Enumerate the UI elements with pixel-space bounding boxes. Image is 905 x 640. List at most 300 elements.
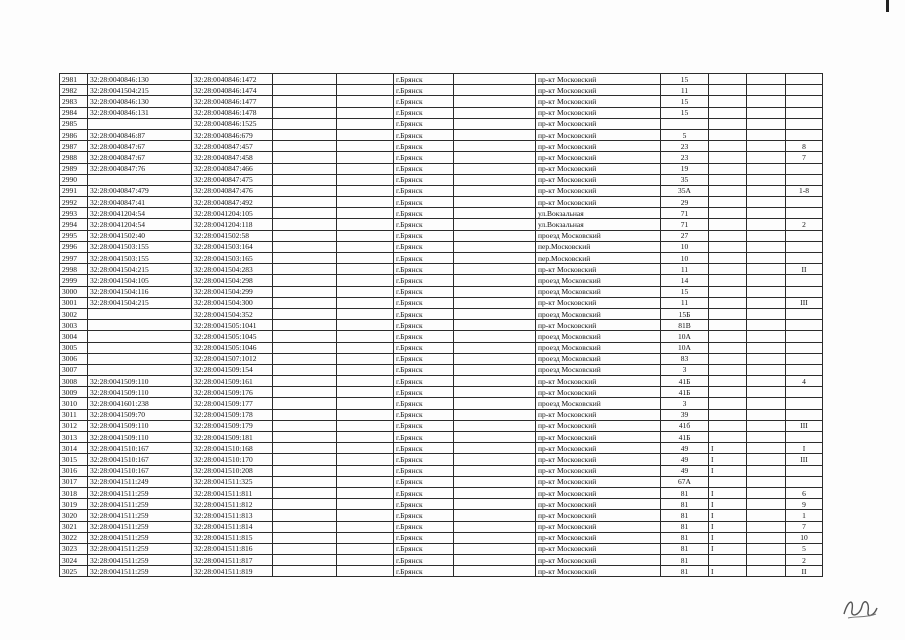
object-number-cell: 32:28:0041511:819 bbox=[192, 566, 273, 577]
land-plot-number-cell: 32:28:0041504:215 bbox=[88, 264, 192, 275]
house-number-cell: 41Б bbox=[661, 376, 709, 387]
building-cell: I bbox=[709, 499, 747, 510]
blank-cell-4 bbox=[273, 454, 337, 465]
house-number-cell: 15Б bbox=[661, 308, 709, 319]
row-number-cell: 2995 bbox=[60, 230, 88, 241]
blank-cell-5 bbox=[337, 141, 394, 152]
row-number-cell: 2984 bbox=[60, 107, 88, 118]
blank-cell-7 bbox=[454, 543, 536, 554]
object-number-cell: 32:28:0041504:298 bbox=[192, 275, 273, 286]
blank-cell-11 bbox=[747, 320, 786, 331]
blank-cell-11 bbox=[747, 96, 786, 107]
row-number-cell: 3022 bbox=[60, 532, 88, 543]
blank-cell-11 bbox=[747, 476, 786, 487]
house-number-cell: 5 bbox=[661, 129, 709, 140]
house-number-cell: 71 bbox=[661, 219, 709, 230]
row-number-cell: 2990 bbox=[60, 174, 88, 185]
building-cell bbox=[709, 555, 747, 566]
blank-cell-7 bbox=[454, 465, 536, 476]
city-cell: г.Брянск bbox=[394, 342, 454, 353]
land-plot-number-cell bbox=[88, 364, 192, 375]
apartment-cell bbox=[786, 353, 823, 364]
object-number-cell: 32:28:0041505:1045 bbox=[192, 331, 273, 342]
blank-cell-5 bbox=[337, 331, 394, 342]
building-cell bbox=[709, 174, 747, 185]
blank-cell-11 bbox=[747, 420, 786, 431]
city-cell: г.Брянск bbox=[394, 487, 454, 498]
blank-cell-5 bbox=[337, 185, 394, 196]
city-cell: г.Брянск bbox=[394, 465, 454, 476]
city-cell: г.Брянск bbox=[394, 85, 454, 96]
blank-cell-5 bbox=[337, 253, 394, 264]
blank-cell-11 bbox=[747, 107, 786, 118]
city-cell: г.Брянск bbox=[394, 476, 454, 487]
table-row bbox=[60, 141, 823, 152]
apartment-cell bbox=[786, 342, 823, 353]
table-row bbox=[60, 275, 823, 286]
city-cell: г.Брянск bbox=[394, 308, 454, 319]
page-edge-mark bbox=[886, 0, 889, 12]
city-cell: г.Брянск bbox=[394, 499, 454, 510]
blank-cell-7 bbox=[454, 152, 536, 163]
apartment-cell: 1 bbox=[786, 510, 823, 521]
street-cell: проезд Московский bbox=[536, 308, 661, 319]
blank-cell-11 bbox=[747, 387, 786, 398]
object-number-cell: 32:28:0041509:154 bbox=[192, 364, 273, 375]
apartment-cell: 6 bbox=[786, 487, 823, 498]
object-number-cell: 32:28:0041504:300 bbox=[192, 297, 273, 308]
land-plot-number-cell: 32:28:0041502:40 bbox=[88, 230, 192, 241]
blank-cell-4 bbox=[273, 465, 337, 476]
blank-cell-4 bbox=[273, 107, 337, 118]
blank-cell-5 bbox=[337, 264, 394, 275]
street-cell: проезд Московский bbox=[536, 331, 661, 342]
blank-cell-7 bbox=[454, 555, 536, 566]
object-number-cell: 32:28:0041510:170 bbox=[192, 454, 273, 465]
land-plot-number-cell: 32:28:0041511:259 bbox=[88, 566, 192, 577]
blank-cell-5 bbox=[337, 208, 394, 219]
land-plot-number-cell bbox=[88, 320, 192, 331]
city-cell: г.Брянск bbox=[394, 353, 454, 364]
house-number-cell: 81 bbox=[661, 510, 709, 521]
blank-cell-7 bbox=[454, 264, 536, 275]
street-cell: пер.Московский bbox=[536, 253, 661, 264]
blank-cell-5 bbox=[337, 174, 394, 185]
blank-cell-7 bbox=[454, 454, 536, 465]
blank-cell-4 bbox=[273, 74, 337, 85]
blank-cell-5 bbox=[337, 487, 394, 498]
city-cell: г.Брянск bbox=[394, 566, 454, 577]
blank-cell-4 bbox=[273, 118, 337, 129]
city-cell: г.Брянск bbox=[394, 129, 454, 140]
object-number-cell: 32:28:0041204:118 bbox=[192, 219, 273, 230]
row-number-cell: 3018 bbox=[60, 487, 88, 498]
land-plot-number-cell: 32:28:0041511:259 bbox=[88, 487, 192, 498]
city-cell: г.Брянск bbox=[394, 331, 454, 342]
blank-cell-11 bbox=[747, 174, 786, 185]
object-number-cell: 32:28:0040847:476 bbox=[192, 185, 273, 196]
blank-cell-5 bbox=[337, 543, 394, 554]
row-number-cell: 3001 bbox=[60, 297, 88, 308]
house-number-cell: 11 bbox=[661, 297, 709, 308]
blank-cell-4 bbox=[273, 364, 337, 375]
blank-cell-11 bbox=[747, 219, 786, 230]
house-number-cell: 10А bbox=[661, 331, 709, 342]
blank-cell-5 bbox=[337, 219, 394, 230]
street-cell: пр-кт Московский bbox=[536, 409, 661, 420]
blank-cell-11 bbox=[747, 454, 786, 465]
row-number-cell: 3013 bbox=[60, 432, 88, 443]
blank-cell-5 bbox=[337, 275, 394, 286]
row-number-cell: 3010 bbox=[60, 398, 88, 409]
blank-cell-5 bbox=[337, 118, 394, 129]
building-cell bbox=[709, 118, 747, 129]
house-number-cell: 41б bbox=[661, 420, 709, 431]
row-number-cell: 2998 bbox=[60, 264, 88, 275]
blank-cell-4 bbox=[273, 487, 337, 498]
table-row bbox=[60, 476, 823, 487]
building-cell bbox=[709, 308, 747, 319]
house-number-cell: 71 bbox=[661, 208, 709, 219]
blank-cell-11 bbox=[747, 129, 786, 140]
land-plot-number-cell: 32:28:0041511:259 bbox=[88, 555, 192, 566]
object-number-cell: 32:28:0040847:475 bbox=[192, 174, 273, 185]
apartment-cell bbox=[786, 174, 823, 185]
object-number-cell: 32:28:0041509:181 bbox=[192, 432, 273, 443]
blank-cell-5 bbox=[337, 342, 394, 353]
blank-cell-11 bbox=[747, 253, 786, 264]
blank-cell-4 bbox=[273, 96, 337, 107]
property-register-table bbox=[59, 73, 823, 577]
apartment-cell bbox=[786, 465, 823, 476]
apartment-cell bbox=[786, 107, 823, 118]
city-cell: г.Брянск bbox=[394, 264, 454, 275]
row-number-cell: 2992 bbox=[60, 197, 88, 208]
blank-cell-5 bbox=[337, 353, 394, 364]
apartment-cell bbox=[786, 387, 823, 398]
land-plot-number-cell: 32:28:0041510:167 bbox=[88, 454, 192, 465]
object-number-cell: 32:28:0041511:813 bbox=[192, 510, 273, 521]
building-cell bbox=[709, 219, 747, 230]
blank-cell-11 bbox=[747, 443, 786, 454]
building-cell: I bbox=[709, 543, 747, 554]
blank-cell-5 bbox=[337, 566, 394, 577]
blank-cell-4 bbox=[273, 521, 337, 532]
row-number-cell: 3017 bbox=[60, 476, 88, 487]
blank-cell-4 bbox=[273, 253, 337, 264]
table-row bbox=[60, 510, 823, 521]
object-number-cell: 32:28:0041509:179 bbox=[192, 420, 273, 431]
blank-cell-7 bbox=[454, 118, 536, 129]
land-plot-number-cell bbox=[88, 308, 192, 319]
city-cell: г.Брянск bbox=[394, 387, 454, 398]
row-number-cell: 3025 bbox=[60, 566, 88, 577]
city-cell: г.Брянск bbox=[394, 532, 454, 543]
apartment-cell: 5 bbox=[786, 543, 823, 554]
row-number-cell: 2986 bbox=[60, 129, 88, 140]
building-cell bbox=[709, 264, 747, 275]
apartment-cell bbox=[786, 432, 823, 443]
blank-cell-11 bbox=[747, 230, 786, 241]
table-row bbox=[60, 197, 823, 208]
blank-cell-4 bbox=[273, 387, 337, 398]
blank-cell-4 bbox=[273, 398, 337, 409]
blank-cell-5 bbox=[337, 387, 394, 398]
object-number-cell: 32:28:0041204:105 bbox=[192, 208, 273, 219]
register-body bbox=[60, 74, 823, 577]
apartment-cell: 9 bbox=[786, 499, 823, 510]
row-number-cell: 3008 bbox=[60, 376, 88, 387]
row-number-cell: 2996 bbox=[60, 241, 88, 252]
building-cell bbox=[709, 197, 747, 208]
blank-cell-7 bbox=[454, 342, 536, 353]
apartment-cell bbox=[786, 129, 823, 140]
table-row bbox=[60, 532, 823, 543]
city-cell: г.Брянск bbox=[394, 286, 454, 297]
building-cell bbox=[709, 420, 747, 431]
house-number-cell: 11 bbox=[661, 85, 709, 96]
table-row bbox=[60, 85, 823, 96]
blank-cell-5 bbox=[337, 376, 394, 387]
land-plot-number-cell bbox=[88, 331, 192, 342]
blank-cell-4 bbox=[273, 308, 337, 319]
street-cell: пр-кт Московский bbox=[536, 96, 661, 107]
apartment-cell bbox=[786, 241, 823, 252]
object-number-cell: 32:28:0041509:177 bbox=[192, 398, 273, 409]
row-number-cell: 3009 bbox=[60, 387, 88, 398]
city-cell: г.Брянск bbox=[394, 208, 454, 219]
apartment-cell bbox=[786, 409, 823, 420]
blank-cell-4 bbox=[273, 353, 337, 364]
house-number-cell: 10 bbox=[661, 253, 709, 264]
apartment-cell bbox=[786, 197, 823, 208]
row-number-cell: 3014 bbox=[60, 443, 88, 454]
street-cell: пр-кт Московский bbox=[536, 432, 661, 443]
city-cell: г.Брянск bbox=[394, 219, 454, 230]
blank-cell-11 bbox=[747, 532, 786, 543]
land-plot-number-cell: 32:28:0041511:259 bbox=[88, 543, 192, 554]
blank-cell-11 bbox=[747, 566, 786, 577]
table-row bbox=[60, 96, 823, 107]
apartment-cell bbox=[786, 85, 823, 96]
table-row bbox=[60, 297, 823, 308]
building-cell bbox=[709, 253, 747, 264]
city-cell: г.Брянск bbox=[394, 74, 454, 85]
land-plot-number-cell bbox=[88, 174, 192, 185]
blank-cell-5 bbox=[337, 152, 394, 163]
blank-cell-4 bbox=[273, 532, 337, 543]
table-row bbox=[60, 241, 823, 252]
blank-cell-7 bbox=[454, 297, 536, 308]
blank-cell-5 bbox=[337, 197, 394, 208]
blank-cell-11 bbox=[747, 163, 786, 174]
row-number-cell: 2994 bbox=[60, 219, 88, 230]
blank-cell-7 bbox=[454, 420, 536, 431]
object-number-cell: 32:28:0040846:1525 bbox=[192, 118, 273, 129]
city-cell: г.Брянск bbox=[394, 443, 454, 454]
street-cell: пр-кт Московский bbox=[536, 566, 661, 577]
building-cell bbox=[709, 387, 747, 398]
blank-cell-11 bbox=[747, 499, 786, 510]
blank-cell-4 bbox=[273, 141, 337, 152]
object-number-cell: 32:28:0040846:1477 bbox=[192, 96, 273, 107]
blank-cell-4 bbox=[273, 297, 337, 308]
blank-cell-7 bbox=[454, 532, 536, 543]
blank-cell-7 bbox=[454, 163, 536, 174]
street-cell: ул.Вокзальная bbox=[536, 219, 661, 230]
table-row bbox=[60, 107, 823, 118]
land-plot-number-cell: 32:28:0041509:110 bbox=[88, 376, 192, 387]
land-plot-number-cell: 32:28:0041509:110 bbox=[88, 387, 192, 398]
blank-cell-7 bbox=[454, 185, 536, 196]
row-number-cell: 3003 bbox=[60, 320, 88, 331]
blank-cell-5 bbox=[337, 163, 394, 174]
object-number-cell: 32:28:0041510:208 bbox=[192, 465, 273, 476]
blank-cell-5 bbox=[337, 476, 394, 487]
blank-cell-5 bbox=[337, 230, 394, 241]
table-row bbox=[60, 208, 823, 219]
blank-cell-4 bbox=[273, 275, 337, 286]
blank-cell-7 bbox=[454, 398, 536, 409]
object-number-cell: 32:28:0041507:1012 bbox=[192, 353, 273, 364]
blank-cell-7 bbox=[454, 219, 536, 230]
building-cell bbox=[709, 398, 747, 409]
house-number-cell bbox=[661, 118, 709, 129]
city-cell: г.Брянск bbox=[394, 364, 454, 375]
house-number-cell: 81 bbox=[661, 566, 709, 577]
street-cell: пр-кт Московский bbox=[536, 555, 661, 566]
city-cell: г.Брянск bbox=[394, 253, 454, 264]
table-row bbox=[60, 320, 823, 331]
building-cell bbox=[709, 96, 747, 107]
blank-cell-5 bbox=[337, 85, 394, 96]
land-plot-number-cell: 32:28:0041511:259 bbox=[88, 532, 192, 543]
blank-cell-7 bbox=[454, 476, 536, 487]
blank-cell-4 bbox=[273, 152, 337, 163]
house-number-cell: 15 bbox=[661, 286, 709, 297]
blank-cell-7 bbox=[454, 197, 536, 208]
table-row bbox=[60, 308, 823, 319]
object-number-cell: 32:28:0040846:679 bbox=[192, 129, 273, 140]
blank-cell-11 bbox=[747, 398, 786, 409]
building-cell bbox=[709, 152, 747, 163]
object-number-cell: 32:28:0041504:299 bbox=[192, 286, 273, 297]
blank-cell-4 bbox=[273, 174, 337, 185]
apartment-cell: III bbox=[786, 297, 823, 308]
house-number-cell: 29 bbox=[661, 197, 709, 208]
row-number-cell: 3006 bbox=[60, 353, 88, 364]
city-cell: г.Брянск bbox=[394, 510, 454, 521]
house-number-cell: 81 bbox=[661, 532, 709, 543]
row-number-cell: 2993 bbox=[60, 208, 88, 219]
blank-cell-11 bbox=[747, 331, 786, 342]
building-cell bbox=[709, 74, 747, 85]
blank-cell-7 bbox=[454, 308, 536, 319]
city-cell: г.Брянск bbox=[394, 376, 454, 387]
land-plot-number-cell: 32:28:0041509:70 bbox=[88, 409, 192, 420]
object-number-cell: 32:28:0041509:161 bbox=[192, 376, 273, 387]
street-cell: пр-кт Московский bbox=[536, 163, 661, 174]
table-row bbox=[60, 152, 823, 163]
street-cell: проезд Московский bbox=[536, 364, 661, 375]
blank-cell-7 bbox=[454, 174, 536, 185]
blank-cell-7 bbox=[454, 364, 536, 375]
house-number-cell: 11 bbox=[661, 264, 709, 275]
row-number-cell: 2999 bbox=[60, 275, 88, 286]
apartment-cell bbox=[786, 398, 823, 409]
blank-cell-5 bbox=[337, 129, 394, 140]
blank-cell-7 bbox=[454, 286, 536, 297]
table-row bbox=[60, 364, 823, 375]
street-cell: пер.Московский bbox=[536, 241, 661, 252]
table-row bbox=[60, 342, 823, 353]
table-row bbox=[60, 331, 823, 342]
row-number-cell: 3024 bbox=[60, 555, 88, 566]
blank-cell-11 bbox=[747, 264, 786, 275]
blank-cell-7 bbox=[454, 241, 536, 252]
blank-cell-7 bbox=[454, 253, 536, 264]
apartment-cell: II bbox=[786, 566, 823, 577]
blank-cell-11 bbox=[747, 118, 786, 129]
row-number-cell: 2997 bbox=[60, 253, 88, 264]
house-number-cell: 81В bbox=[661, 320, 709, 331]
blank-cell-7 bbox=[454, 510, 536, 521]
street-cell: пр-кт Московский bbox=[536, 118, 661, 129]
land-plot-number-cell: 32:28:0041504:215 bbox=[88, 297, 192, 308]
object-number-cell: 32:28:0041511:817 bbox=[192, 555, 273, 566]
table-row bbox=[60, 74, 823, 85]
building-cell: I bbox=[709, 465, 747, 476]
blank-cell-4 bbox=[273, 208, 337, 219]
street-cell: проезд Московский bbox=[536, 353, 661, 364]
city-cell: г.Брянск bbox=[394, 454, 454, 465]
table-row bbox=[60, 264, 823, 275]
house-number-cell: 49 bbox=[661, 443, 709, 454]
city-cell: г.Брянск bbox=[394, 241, 454, 252]
blank-cell-5 bbox=[337, 398, 394, 409]
building-cell: I bbox=[709, 443, 747, 454]
blank-cell-11 bbox=[747, 364, 786, 375]
object-number-cell: 32:28:0041511:815 bbox=[192, 532, 273, 543]
blank-cell-7 bbox=[454, 521, 536, 532]
blank-cell-4 bbox=[273, 432, 337, 443]
land-plot-number-cell: 32:28:0041504:116 bbox=[88, 286, 192, 297]
house-number-cell: 39 bbox=[661, 409, 709, 420]
building-cell bbox=[709, 409, 747, 420]
house-number-cell: 41Б bbox=[661, 432, 709, 443]
apartment-cell bbox=[786, 275, 823, 286]
blank-cell-4 bbox=[273, 476, 337, 487]
object-number-cell: 32:28:0040846:1474 bbox=[192, 85, 273, 96]
table-row bbox=[60, 555, 823, 566]
object-number-cell: 32:28:0040847:458 bbox=[192, 152, 273, 163]
land-plot-number-cell: 32:28:0041504:105 bbox=[88, 275, 192, 286]
street-cell: пр-кт Московский bbox=[536, 264, 661, 275]
city-cell: г.Брянск bbox=[394, 185, 454, 196]
blank-cell-7 bbox=[454, 387, 536, 398]
blank-cell-7 bbox=[454, 230, 536, 241]
blank-cell-7 bbox=[454, 141, 536, 152]
blank-cell-5 bbox=[337, 409, 394, 420]
city-cell: г.Брянск bbox=[394, 555, 454, 566]
row-number-cell: 3011 bbox=[60, 409, 88, 420]
blank-cell-11 bbox=[747, 521, 786, 532]
table-row bbox=[60, 420, 823, 431]
house-number-cell: 3 bbox=[661, 398, 709, 409]
apartment-cell: 2 bbox=[786, 219, 823, 230]
house-number-cell: 14 bbox=[661, 275, 709, 286]
blank-cell-11 bbox=[747, 141, 786, 152]
